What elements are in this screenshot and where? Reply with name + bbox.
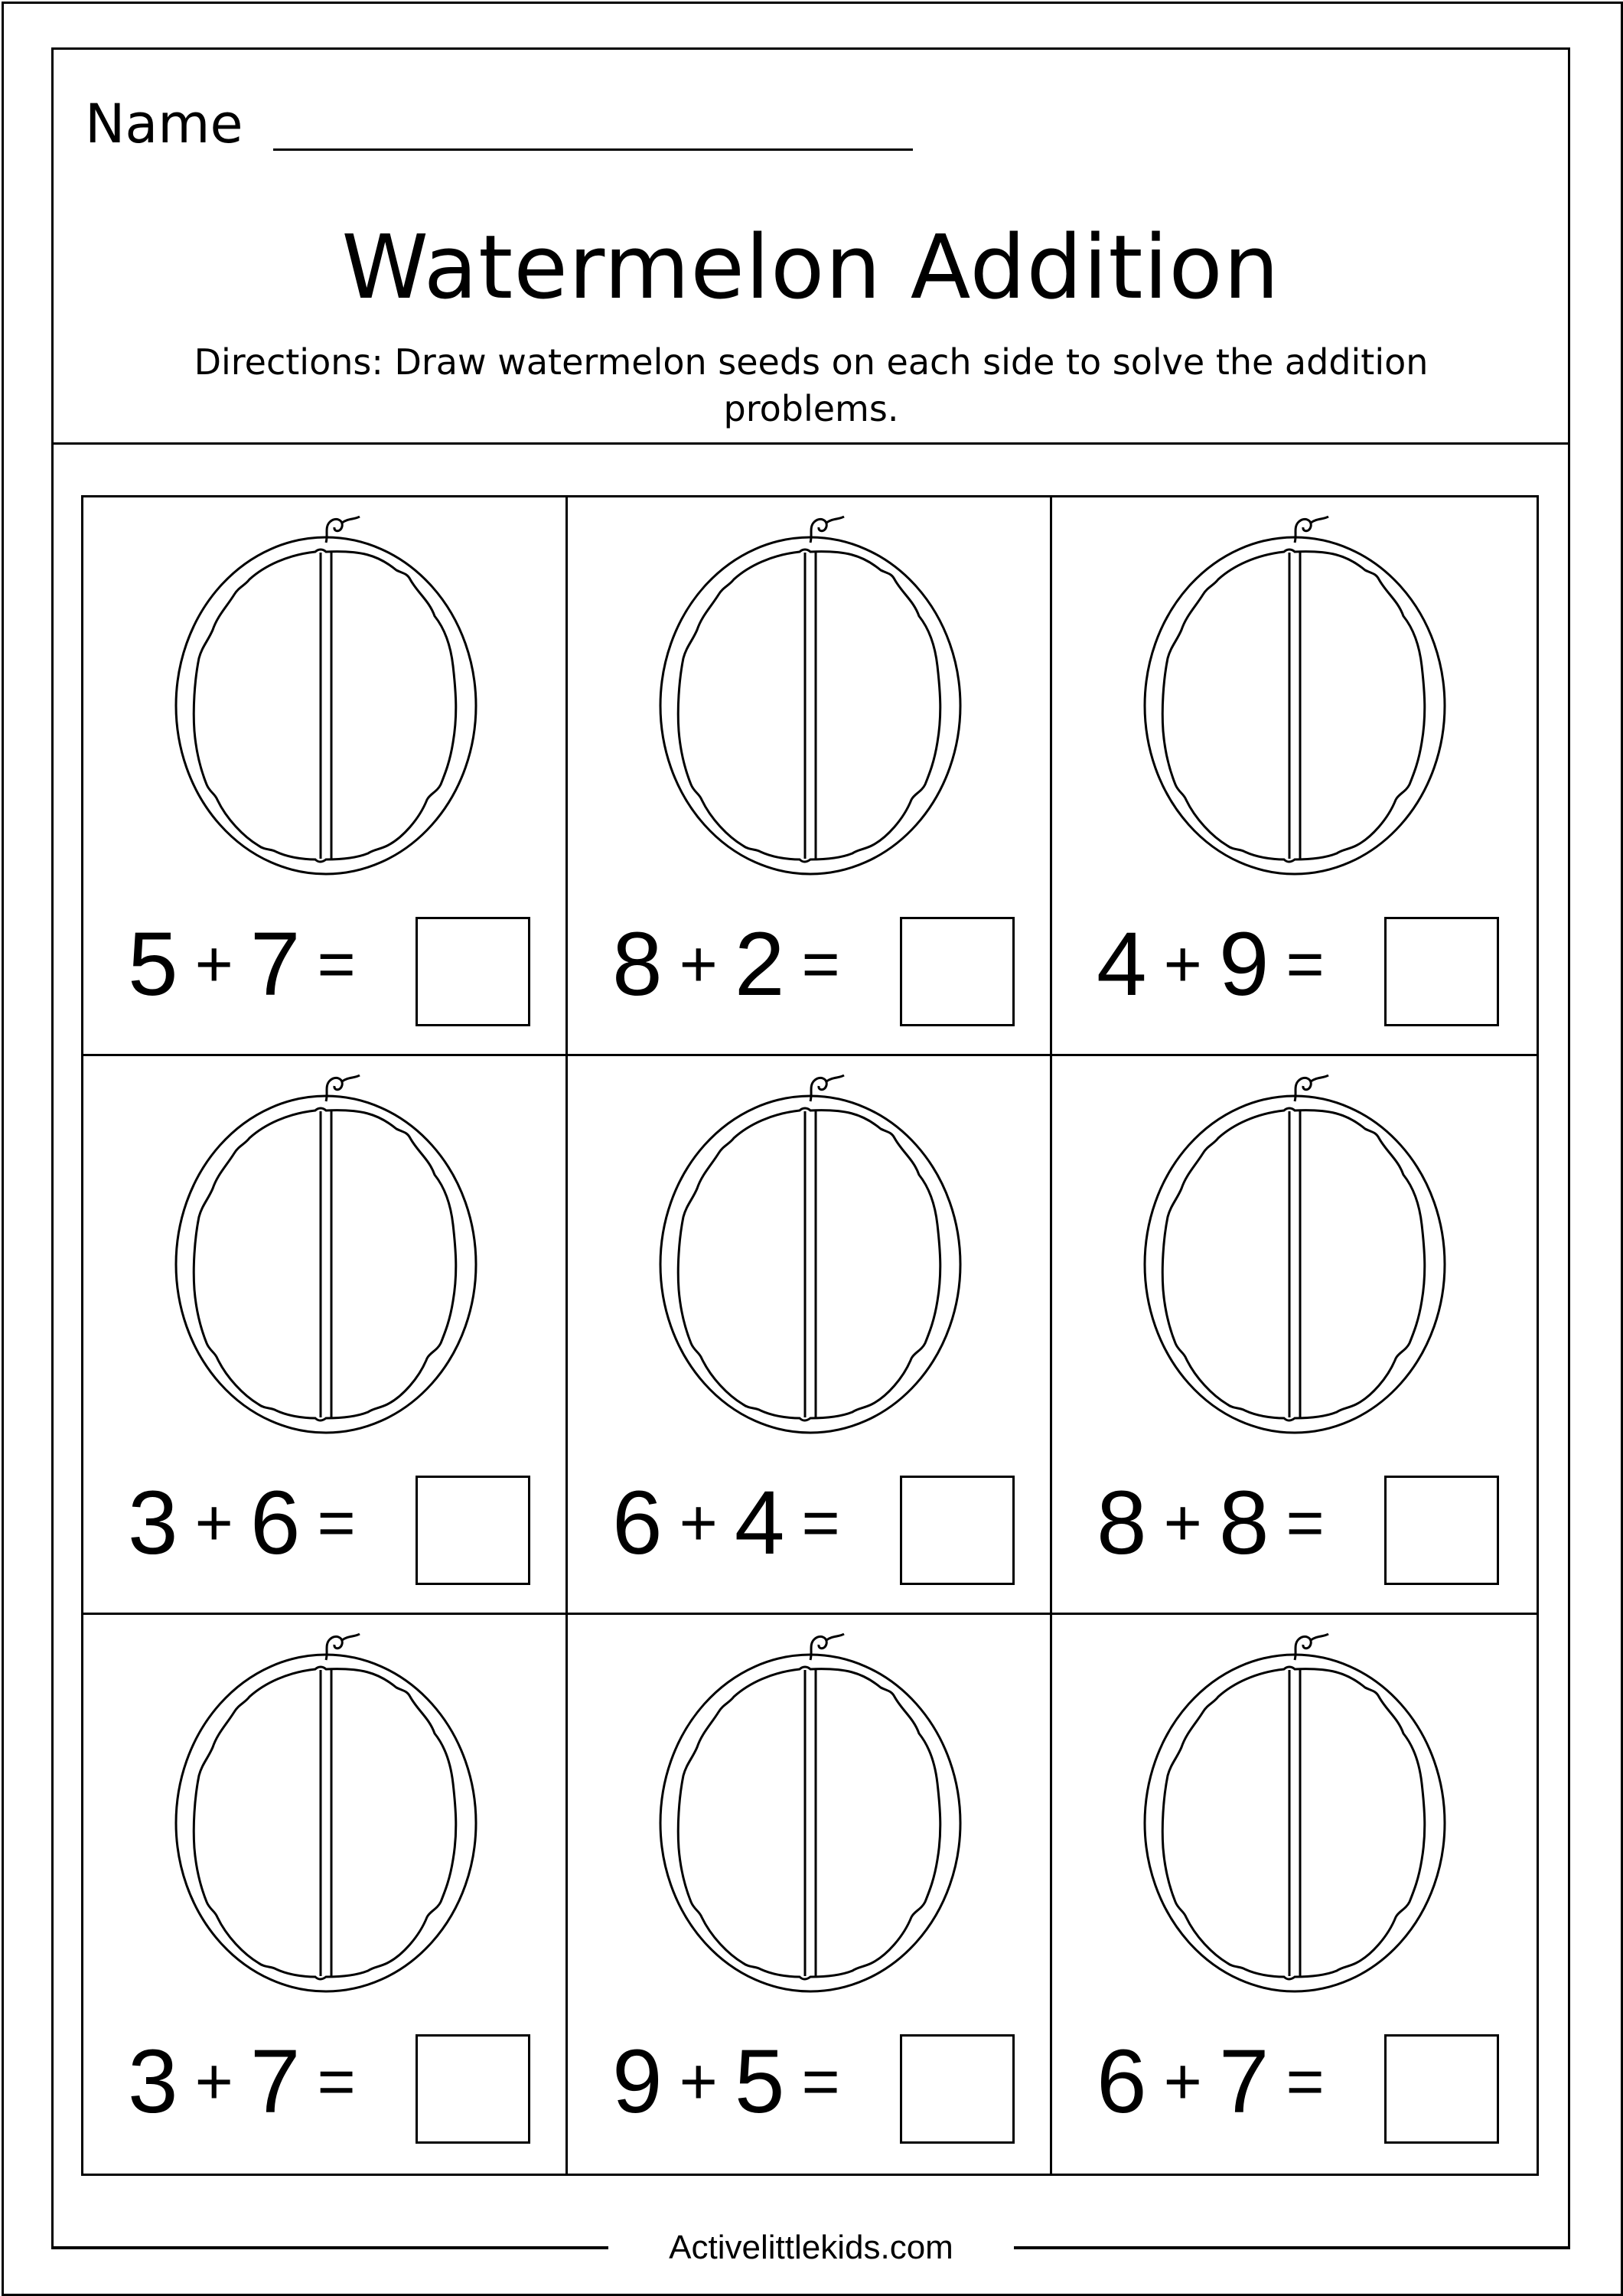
equals-sign: = [1286,1486,1325,1560]
answer-box[interactable] [416,2034,530,2144]
addend-a: 9 [612,2031,663,2132]
addend-b: 7 [249,914,301,1015]
equation [128,1469,373,1577]
worksheet-title: Watermelon Addition [341,217,1280,319]
plus-sign: + [194,1486,233,1560]
answer-box[interactable] [416,1476,530,1585]
plus-sign: + [679,928,718,1001]
equation [1097,1469,1341,1577]
equation [1097,911,1341,1018]
watermelon-icon[interactable] [1142,1626,1448,1994]
problem-cell [83,497,568,1056]
answer-box[interactable] [416,917,530,1026]
addend-a: 6 [1097,2031,1147,2132]
problem-cell [568,1056,1052,1615]
equation [128,911,373,1018]
watermelon-icon[interactable] [1142,1068,1448,1435]
equation [128,2028,373,2135]
equals-sign: = [801,1486,840,1560]
addend-a: 4 [1097,914,1147,1015]
plus-sign: + [679,1486,718,1560]
equals-sign: = [1286,928,1325,1001]
addend-b: 7 [249,2031,301,2132]
equation [612,1469,857,1577]
directions-text: Directions: Draw watermelon seeds on each side to solve the addition problems. [194,341,1429,429]
footer-site: Activelittlekids.com [608,2229,1014,2267]
watermelon-icon[interactable] [173,1068,479,1435]
plus-sign: + [1163,2045,1202,2118]
answer-box[interactable] [900,917,1015,1026]
addend-a: 8 [612,914,663,1015]
addend-a: 6 [612,1473,663,1574]
problem-cell [1052,1615,1537,2174]
footer-rule-right [1014,2246,1570,2249]
addend-a: 3 [128,1473,178,1574]
plus-sign: + [194,2045,233,2118]
watermelon-icon[interactable] [1142,509,1448,876]
watermelon-icon[interactable] [173,509,479,876]
watermelon-icon[interactable] [657,509,963,876]
equation [612,911,857,1018]
addend-b: 8 [1218,1473,1269,1574]
answer-box[interactable] [1384,917,1499,1026]
addend-b: 4 [734,1473,785,1574]
addend-b: 9 [1218,914,1269,1015]
plus-sign: + [194,928,233,1001]
equals-sign: = [801,928,840,1001]
addend-a: 8 [1097,1473,1147,1574]
watermelon-icon[interactable] [657,1068,963,1435]
answer-box[interactable] [1384,1476,1499,1585]
problem-cell [83,1056,568,1615]
equals-sign: = [801,2045,840,2118]
answer-box[interactable] [900,2034,1015,2144]
name-label: Name [85,93,243,155]
footer-rule-left [51,2246,608,2249]
equals-sign: = [317,928,356,1001]
equals-sign: = [1286,2045,1325,2118]
equals-sign: = [317,1486,356,1560]
plus-sign: + [679,2045,718,2118]
addend-b: 7 [1218,2031,1269,2132]
problem-grid [81,495,1539,2176]
addend-b: 2 [734,914,785,1015]
name-input-line[interactable] [273,148,913,151]
watermelon-icon[interactable] [657,1626,963,1994]
problem-cell [1052,1056,1537,1615]
addend-b: 5 [734,2031,785,2132]
problem-cell [83,1615,568,2174]
addend-a: 5 [128,914,178,1015]
watermelon-icon[interactable] [173,1626,479,1994]
answer-box[interactable] [1384,2034,1499,2144]
header-divider [51,442,1570,445]
problem-cell [1052,497,1537,1056]
addend-b: 6 [249,1473,301,1574]
answer-box[interactable] [900,1476,1015,1585]
equation [1097,2028,1341,2135]
addend-a: 3 [128,2031,178,2132]
plus-sign: + [1163,928,1202,1001]
problem-cell [568,1615,1052,2174]
equation [612,2028,857,2135]
problem-cell [568,497,1052,1056]
plus-sign: + [1163,1486,1202,1560]
equals-sign: = [317,2045,356,2118]
